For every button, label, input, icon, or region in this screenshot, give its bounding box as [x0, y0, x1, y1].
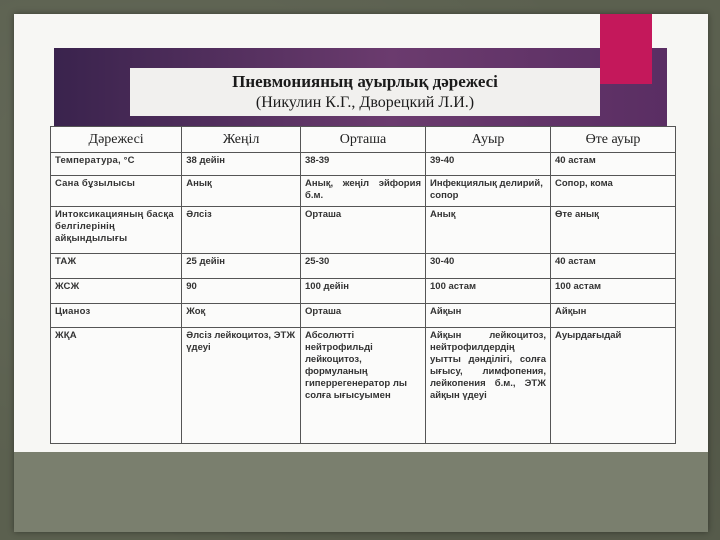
- table-cell: 90: [182, 278, 301, 303]
- table-cell: 39-40: [426, 153, 551, 176]
- table-cell: Өте анық: [551, 206, 676, 253]
- table-cell: Орташа: [301, 206, 426, 253]
- table-cell: Анық: [182, 175, 301, 206]
- table-cell: Сопор, кома: [551, 175, 676, 206]
- header-cell: Жеңіл: [182, 127, 301, 153]
- severity-table-container: [50, 126, 676, 444]
- table-cell: Сана бұзылысы: [51, 175, 182, 206]
- table-row: [51, 206, 676, 253]
- slide-footer-band: [14, 452, 708, 532]
- table-cell: Әлсіз: [182, 206, 301, 253]
- table-cell: Абсолютті нейтрофильді лейкоцитоз, формуланың гиперрегенератор лы солға ығысуымен: [301, 328, 426, 444]
- table-cell: 40 астам: [551, 153, 676, 176]
- slide-title: Пневмонияның ауырлық дәрежесі: [232, 72, 498, 91]
- table-cell: Айқын: [551, 303, 676, 328]
- table-cell: Анық, жеңіл эйфория б.м.: [301, 175, 426, 206]
- table-cell: 40 астам: [551, 254, 676, 279]
- table-row: [51, 328, 676, 444]
- table-cell: Жоқ: [182, 303, 301, 328]
- header-cell: Ауыр: [426, 127, 551, 153]
- table-cell: ЖҚА: [51, 328, 182, 444]
- table-header-row: [51, 127, 676, 153]
- table-cell: ЖСЖ: [51, 278, 182, 303]
- slide-subtitle: (Никулин К.Г., Дворецкий Л.И.): [255, 94, 475, 111]
- table-cell: 100 дейін: [301, 278, 426, 303]
- table-row: [51, 303, 676, 328]
- table-row: [51, 153, 676, 176]
- table-cell: 25 дейін: [182, 254, 301, 279]
- title-box: [130, 68, 600, 116]
- header-cell: Дәрежесі: [51, 127, 182, 153]
- table-row: [51, 175, 676, 206]
- table-cell: ТАЖ: [51, 254, 182, 279]
- table-cell: 100 астам: [551, 278, 676, 303]
- table-cell: Анық: [426, 206, 551, 253]
- table-cell: 25-30: [301, 254, 426, 279]
- table-cell: Интоксикацияның басқа белгілерінің айқындылығы: [51, 206, 182, 253]
- header-cell: Өте ауыр: [551, 127, 676, 153]
- header-cell: Орташа: [301, 127, 426, 153]
- table-row: [51, 254, 676, 279]
- table-cell: Орташа: [301, 303, 426, 328]
- table-cell: Ауырдағыдай: [551, 328, 676, 444]
- severity-table: [50, 126, 676, 444]
- table-cell: Айқын: [426, 303, 551, 328]
- table-cell: 38 дейін: [182, 153, 301, 176]
- table-row: [51, 278, 676, 303]
- table-cell: Температура, °С: [51, 153, 182, 176]
- table-cell: 38-39: [301, 153, 426, 176]
- table-cell: 30-40: [426, 254, 551, 279]
- table-cell: Айқын лейкоцитоз, нейтрофилдердің уытты дәнділігі, солға ығысу, лимфопения, лейкопения б.м., ЭТЖ айқын үдеуі: [426, 328, 551, 444]
- table-cell: Цианоз: [51, 303, 182, 328]
- table-cell: 100 астам: [426, 278, 551, 303]
- table-cell: Инфекциялық делирий, сопор: [426, 175, 551, 206]
- table-cell: Әлсіз лейкоцитоз, ЭТЖ үдеуі: [182, 328, 301, 444]
- accent-tab: [600, 14, 652, 84]
